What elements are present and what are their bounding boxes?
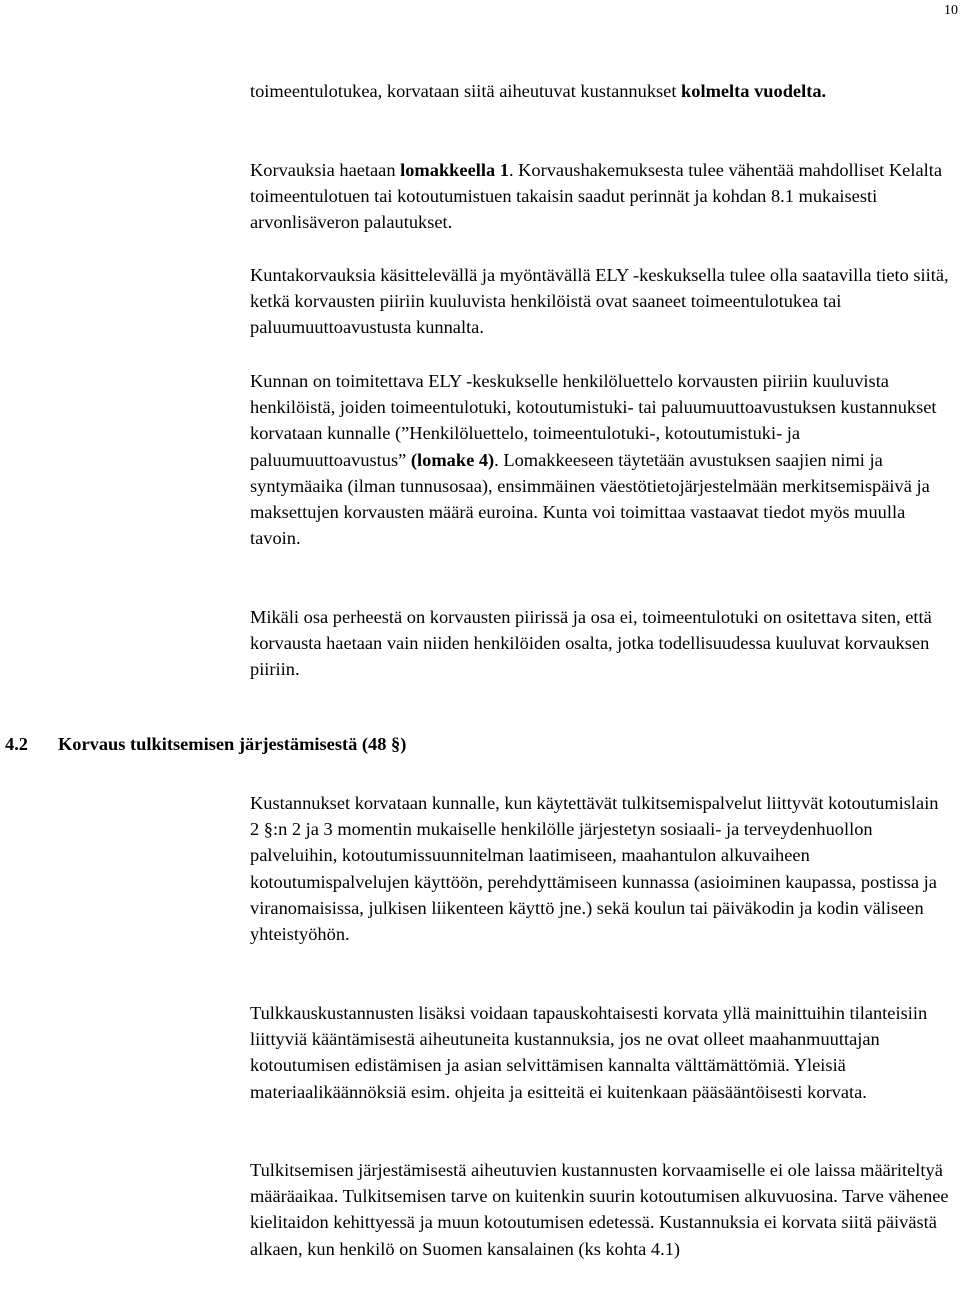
paragraph-family-partial-coverage: Mikäli osa perheestä on korvausten piirissä ja osa ei, toimeentulotuki on ositettava siten, että korvausta haetaan vain niiden henkilöiden osalta, jotka todellisuudessa kuuluvat korvauksen piiriin. [250,607,932,680]
paragraph-ely-information: Kuntakorvauksia käsittelevällä ja myöntävällä ELY -keskuksella tulee olla saatavilla tieto siitä, ketkä korvausten piiriin kuuluvista henkilöistä ovat saaneet toimeentulotukea tai paluumuuttoavustusta kunnalta. [250,265,949,338]
section-heading [5,731,406,757]
paragraph-application-form-1: Korvauksia haetaan lomakkeella 1. Korvaushakemuksesta tulee vähentää mahdolliset Kelalta toimeentulotuen tai kotoutumistuen takaisin saadut perinnät ja kohdan 8.1 mukaisesti arvonlisäveron palautukset. [250,160,942,233]
paragraph-person-list-form-4: Kunnan on toimitettava ELY -keskukselle henkilöluettelo korvausten piiriin kuuluvista henkilöistä, joiden toimeentulotuki, kotoutumistuki- tai paluumuuttoavustuksen kustannukset korvataan kunnalle (”Henkilöluettelo, toimeentulotuki-, kotoutumistuki- ja paluumuuttoavustus” (lomake 4). Lomakkeeseen täytetään avustuksen saajien nimi ja syntymäaika (ilman tunnusosaa), ensimmäinen väestötietojärjestelmään merkitsemispäivä ja maksettujen korvausten määrä euroina. Kunta voi toimittaa vastaavat tiedot myös muulla tavoin. [250,371,937,549]
paragraph-interpretation-time-limit: Tulkitsemisen järjestämisestä aiheutuvien kustannusten korvaamiselle ei ole laissa määriteltyä määräaikaa. Tulkitsemisen tarve on kuitenkin suurin kotoutumisen alkuvuosina. Tarve vähenee kielitaidon kehittyessä ja muun kotoutumisen edetessä. Kustannuksia ei korvata siitä päivästä alkaen, kun henkilö on Suomen kansalainen (ks kohta 4.1) [250,1160,949,1259]
emphasis-form-1: lomakkeella 1 [400,160,509,180]
emphasis-three-years: kolmelta vuodelta. [681,81,827,101]
section-number: 4.2 [5,734,28,754]
emphasis-form-4: (lomake 4) [410,449,495,470]
section-title: Korvaus tulkitsemisen järjestämisestä (48 §) [58,734,407,754]
paragraph-translation-costs: Tulkkauskustannusten lisäksi voidaan tapauskohtaisesti korvata yllä mainittuihin tilanteisiin liittyviä kääntämisestä aiheutuneita kustannuksia, jos ne ovat olleet maahanmuuttajan kotoutumisen edistämisen ja asian selvittämisen kannalta välttämättömiä. Yleisiä materiaalikäännöksiä esim. ohjeita ja esitteitä ei kuitenkaan pääsääntöisesti korvata. [250,1003,928,1102]
page-number: 10 [944,3,958,18]
paragraph-interpretation-costs: Kustannukset korvataan kunnalle, kun käytettävät tulkitsemispalvelut liittyvät kotoutumislain 2 §:n 2 ja 3 momentin mukaiselle henkilölle järjestetyn sosiaali- ja terveydenhuollon palveluihin, kotoutumissuunnitelman laatimiseen, maahantulon alkuvaiheen kotoutumispalvelujen käyttöön, perehdyttämiseen kunnassa (asioiminen kaupassa, postissa ja viranomaisissa, julkisen liikenteen käyttö jne.) sekä koulun tai päiväkodin ja kodin väliseen yhteistyöhön. [250,793,939,945]
paragraph-income-support-duration: toimeentulotukea, korvataan siitä aiheutuvat kustannukset kolmelta vuodelta. [250,81,827,101]
